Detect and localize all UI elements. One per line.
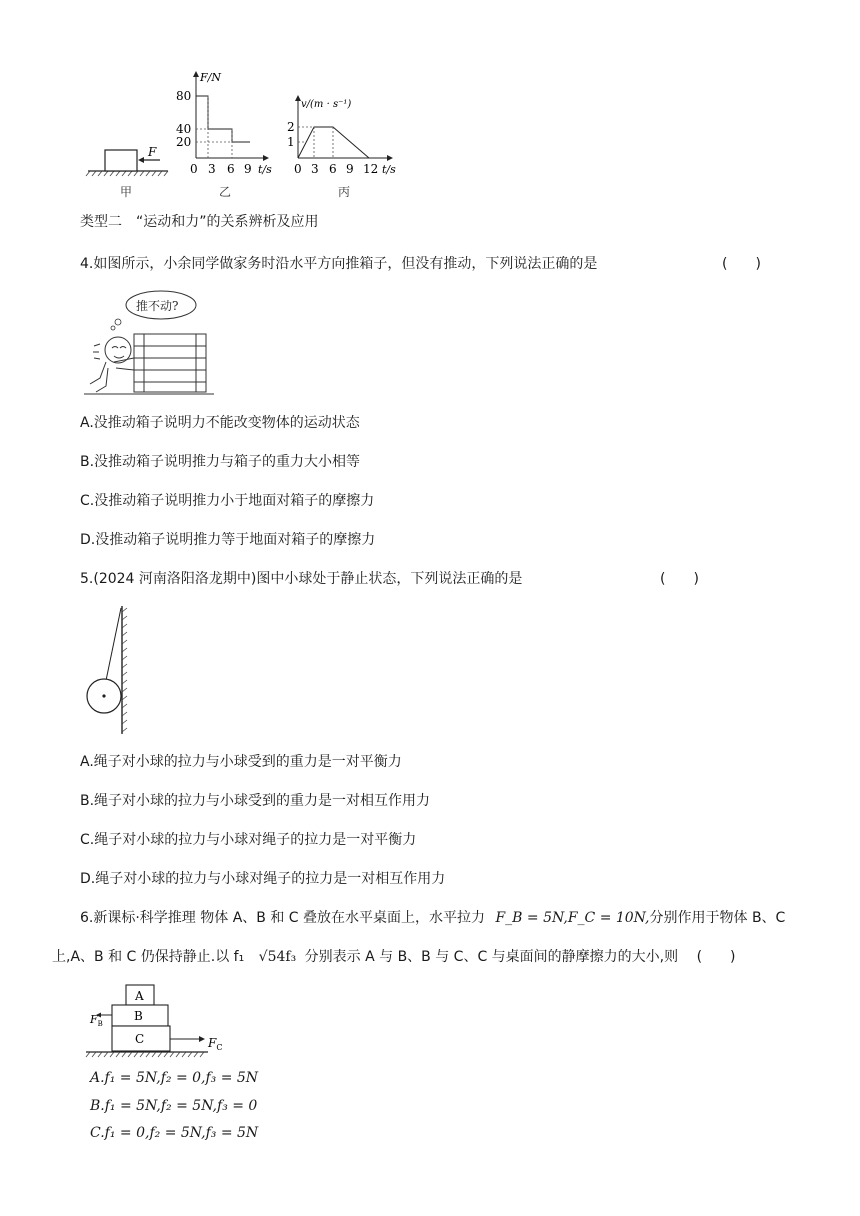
q6-line2-part-a: 上,A、B 和 C 仍保持静止.以 f₁: [52, 949, 245, 965]
x-tick: 0: [294, 162, 302, 176]
q6-stem-line1: [80, 908, 785, 928]
top-figures: [80, 68, 410, 200]
q6-stem-part-a: 6.新课标·科学推理 物体 A、B 和 C 叠放在水平桌面上，水平拉力: [80, 910, 486, 926]
x-axis-label: t/s: [382, 163, 396, 176]
x-tick: 6: [329, 162, 337, 176]
x-axis-label: t/s: [258, 163, 272, 176]
q6-figure: [84, 982, 244, 1060]
block-b-label: B: [134, 1009, 143, 1023]
person-pushing: [90, 337, 134, 392]
q4-answer-bracket: ( ): [722, 256, 761, 272]
q6-stem-line2: [52, 947, 736, 967]
y-axis-label: v/(m · s⁻¹): [301, 99, 352, 110]
q6-line2-part-b: 分别表示 A 与 B、B 与 C、C 与桌面间的静摩擦力的大小,则: [304, 949, 679, 965]
block: [105, 150, 137, 171]
q6-option-c: C.f₁ = 0,f₂ = 5N,f₃ = 5N: [90, 1125, 259, 1141]
q5-stem: 5.(2024 河南洛阳洛龙期中)图中小球处于静止状态，下列说法正确的是: [80, 571, 523, 587]
x-tick: 6: [227, 162, 235, 176]
bubble-text: 推不动?: [136, 299, 179, 313]
x-tick: 3: [311, 162, 319, 176]
x-tick: 9: [244, 162, 252, 176]
q6-stem-math: F_B = 5N,F_C = 10N,: [495, 910, 650, 926]
q5-option-a: A.绳子对小球的拉力与小球受到的重力是一对平衡力: [80, 754, 402, 770]
figure-label-yi: 乙: [219, 185, 232, 199]
y-tick: 20: [176, 135, 192, 149]
q5-option-c: C.绳子对小球的拉力与小球对绳子的拉力是一对平衡力: [80, 832, 417, 848]
block-a-label: A: [135, 989, 144, 1003]
q4-option-d: D.没推动箱子说明推力等于地面对箱子的摩擦力: [80, 532, 376, 548]
figure-bing: [287, 95, 396, 199]
section-title: 类型二 “运动和力”的关系辨析及应用: [80, 214, 319, 230]
force-label: F: [148, 145, 157, 159]
q4-option-c: C.没推动箱子说明推力小于地面对箱子的摩擦力: [80, 493, 375, 509]
figure-label-bing: 丙: [338, 185, 351, 199]
fc-label: $F_C$: [208, 1036, 223, 1052]
y-tick: 1: [287, 135, 295, 149]
crate: [134, 334, 206, 392]
q4-option-a: A.没推动箱子说明力不能改变物体的运动状态: [80, 415, 360, 431]
q4-stem: 4.如图所示，小余同学做家务时沿水平方向推箱子，但没有推动，下列说法正确的是: [80, 256, 598, 272]
q6-option-b: B.f₁ = 5N,f₂ = 5N,f₃ = 0: [90, 1098, 258, 1114]
q4-option-b: B.没推动箱子说明推力与箱子的重力大小相等: [80, 454, 361, 470]
q5-figure: [84, 604, 134, 738]
x-tick: 9: [346, 162, 354, 176]
x-tick: 0: [190, 162, 198, 176]
q5-option-d: D.绳子对小球的拉力与小球对绳子的拉力是一对相互作用力: [80, 871, 446, 887]
q6-option-a: A.f₁ = 5N,f₂ = 0,f₃ = 5N: [90, 1070, 259, 1086]
q5-option-b: B.绳子对小球的拉力与小球受到的重力是一对相互作用力: [80, 793, 431, 809]
x-tick: 3: [208, 162, 216, 176]
y-tick: 2: [287, 120, 295, 134]
figure-jia: [86, 145, 168, 199]
q4-figure: [84, 288, 214, 396]
fb-label: $F_B$: [90, 1013, 103, 1028]
q6-answer-bracket: ( ): [696, 949, 736, 965]
block-c-label: C: [135, 1032, 145, 1046]
x-tick: 12: [363, 162, 379, 176]
y-tick: 40: [176, 122, 192, 136]
figure-label-jia: 甲: [120, 185, 133, 199]
figure-yi: [176, 71, 272, 199]
q5-answer-bracket: ( ): [660, 571, 699, 587]
q6-stem-part-b: 分别作用于物体 B、C: [649, 910, 786, 926]
q6-line2-math: √54f₃: [258, 949, 297, 965]
y-tick: 80: [176, 89, 192, 103]
y-axis-label: F/N: [200, 71, 221, 84]
